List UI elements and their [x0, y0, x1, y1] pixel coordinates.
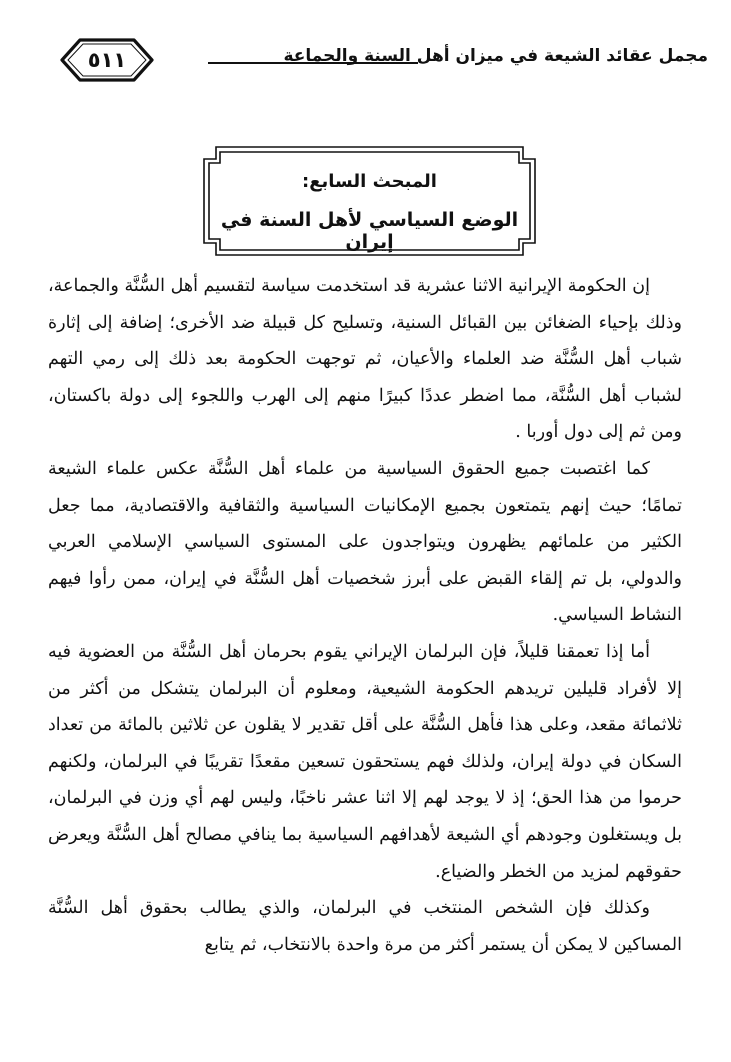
paragraph-4: وكذلك فإن الشخص المنتخب في البرلمان، والذي يطالب بحقوق أهل السُّنَّة المساكين لا يمكن أن يستمر أكثر من مرة واحدة بالانتخاب، ثم يتابع [48, 898, 682, 955]
paragraph-3: أما إذا تعمقنا قليلاً، فإن البرلمان الإيراني يقوم بحرمان أهل السُّنَّة من العضوية فيه إلا لأفراد قليلين تريدهم الحكومة الشيعية، ومعلوم أن البرلمان يتشكل من أكثر من ثلاثمائة مقعد، وعلى هذا فأهل السُّنَّة على أقل تقدير لا يقلون عن ثلاثين بالمائة من تعداد السكان في دولة إيران، ولذلك فهم يستحقون تسعين مقعدًا تقريبًا في البرلمان، ولكنهم حرموا من هذا الحق؛ إذ لا يوجد لهم إلا اثنا عشر ناخبًا، وليس لهم أي وزن في البرلمان، بل ويستغلون وجودهم أي الشيعة لأهدافهم السياسية بما ينافي مصالح أهل السُّنَّة ويعرض حقوقهم لمزيد من الخطر والضياع. [48, 641, 682, 882]
page-number-badge [58, 36, 156, 84]
page-number: ٥١١ [87, 48, 127, 72]
paragraph-2: كما اغتصبت جميع الحقوق السياسية من علماء أهل السُّنَّة عكس علماء الشيعة تمامًا؛ حيث إنهم يتمتعون بجميع الإمكانيات السياسية والثقافية والاقتصادية، مما جعل الكثير من علمائهم يظهرون ويتواجدون على المستوى السياسي الإسلامي العربي والدولي، بل تم إلقاء القبض على أبرز شخصيات أهل السُّنَّة في إيران، ممن رأوا فيهم النشاط السياسي. [48, 458, 682, 626]
paragraph-1: إن الحكومة الإيرانية الاثنا عشرية قد استخدمت سياسة لتقسيم أهل السُّنَّة والجماعة، وذلك بإحياء الضغائن بين القبائل السنية، وتسليح كل قبيلة ضد الأخرى؛ إضافة إلى إثارة شباب أهل السُّنَّة ضد العلماء والأعيان، ثم توجهت الحكومة بعد ذلك إلى رمي التهم لشباب أهل السُّنَّة، مما اضطر عددًا كبيرًا منهم إلى الهرب واللجوء إلى دولة باكستان، ومن ثم إلى دول أوربا . [48, 276, 682, 443]
body-text [48, 268, 682, 963]
section-heading-box [202, 145, 537, 257]
running-header [58, 24, 708, 84]
section-kicker: المبحث السابع: [302, 171, 437, 192]
section-title: الوضع السياسي لأهل السنة في إيران [220, 209, 519, 253]
running-header-title: مجمل عقائد الشيعة في ميزان أهل السنة والجماعة [283, 46, 708, 66]
